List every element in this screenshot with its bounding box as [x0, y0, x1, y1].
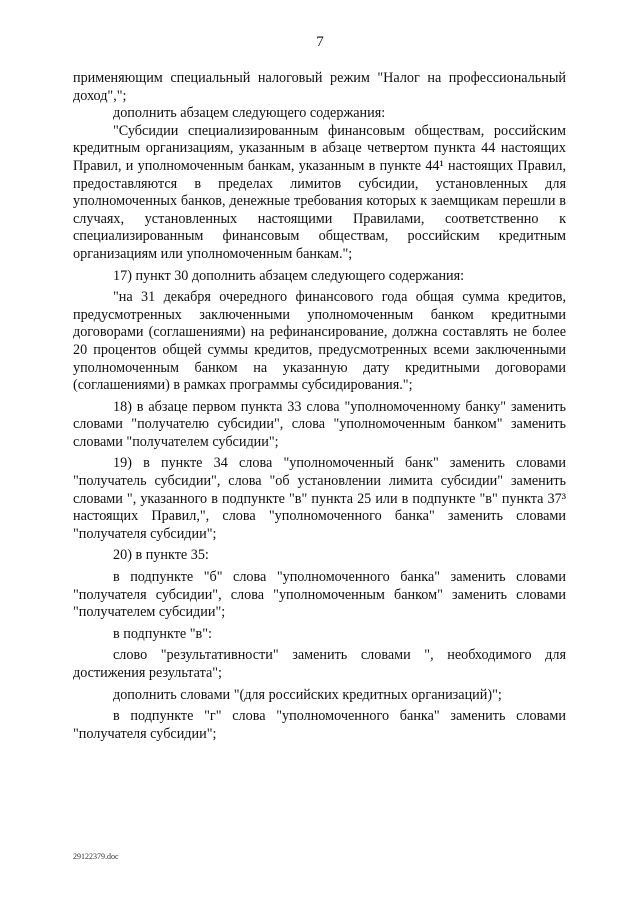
page-number: 7: [316, 34, 324, 50]
footer-doc-id: 29122379.doc: [73, 852, 119, 861]
paragraph: в подпункте "в":: [113, 625, 212, 642]
paragraph: 18) в абзаце первом пункта 33 слова "уполномоченному банку" заменить словами "получателю субсидии", слова "уполномоченным банком" заменить словами "получателем субсидии";: [73, 398, 566, 450]
paragraph: дополнить словами "(для российских кредитных организаций)";: [113, 686, 502, 703]
paragraph: в подпункте "б" слова "уполномоченного банка" заменить словами "получателя субсидии", слова "уполномоченным банком" заменить словами "получателем субсидии";: [73, 569, 566, 621]
paragraph: "на 31 декабря очередного финансового года общая сумма кредитов, предусмотренных заключенными уполномоченным банком кредитными договорами (соглашениями) на рефинансирование, должна составлять не более 20 процентов общей суммы кредитов, предусмотренных всеми заключенными уполномоченным банком на указанную дату кредитными договорами (соглашениями) в рамках программы субсидирования.";: [73, 289, 566, 394]
paragraph: "Субсидии специализированным финансовым обществам, российским кредитным организациям, указанным в абзаце четвертом пункта 44 настоящих Правил, и уполномоченным банкам, указанным в пункте 44¹ настоящих Правил, предоставляются в пределах лимитов субсидии, установленных для уполномоченных банков, денежные требования которых к заемщикам перешли в случаях, установленных настоящими Правилами, соответственно к специализированным финансовым обществам, российским кредитным организациям или уполномоченным банкам.";: [73, 122, 566, 262]
paragraph: применяющим специальный налоговый режим "Налог на профессиональный доход",";: [73, 70, 566, 104]
paragraph: дополнить абзацем следующего содержания:: [113, 105, 386, 122]
document-body: [73, 70, 566, 743]
paragraph: слово "результативности" заменить словами ", необходимого для достижения результата";: [73, 647, 566, 681]
paragraph: 19) в пункте 34 слова "уполномоченный банк" заменить словами "получатель субсидии", слова "об установлении лимита субсидии" заменить словами ", указанного в подпункте "в" пункта 25 или в подпункте "в" пункта 37³ настоящих Правил,", слова "уполномоченного банка" заменить словами "получателя субсидии";: [73, 455, 566, 542]
paragraph: в подпункте "г" слова "уполномоченного банка" заменить словами "получателя субсидии";: [73, 708, 566, 742]
paragraph: 17) пункт 30 дополнить абзацем следующего содержания:: [113, 267, 465, 284]
paragraph: 20) в пункте 35:: [113, 547, 209, 564]
